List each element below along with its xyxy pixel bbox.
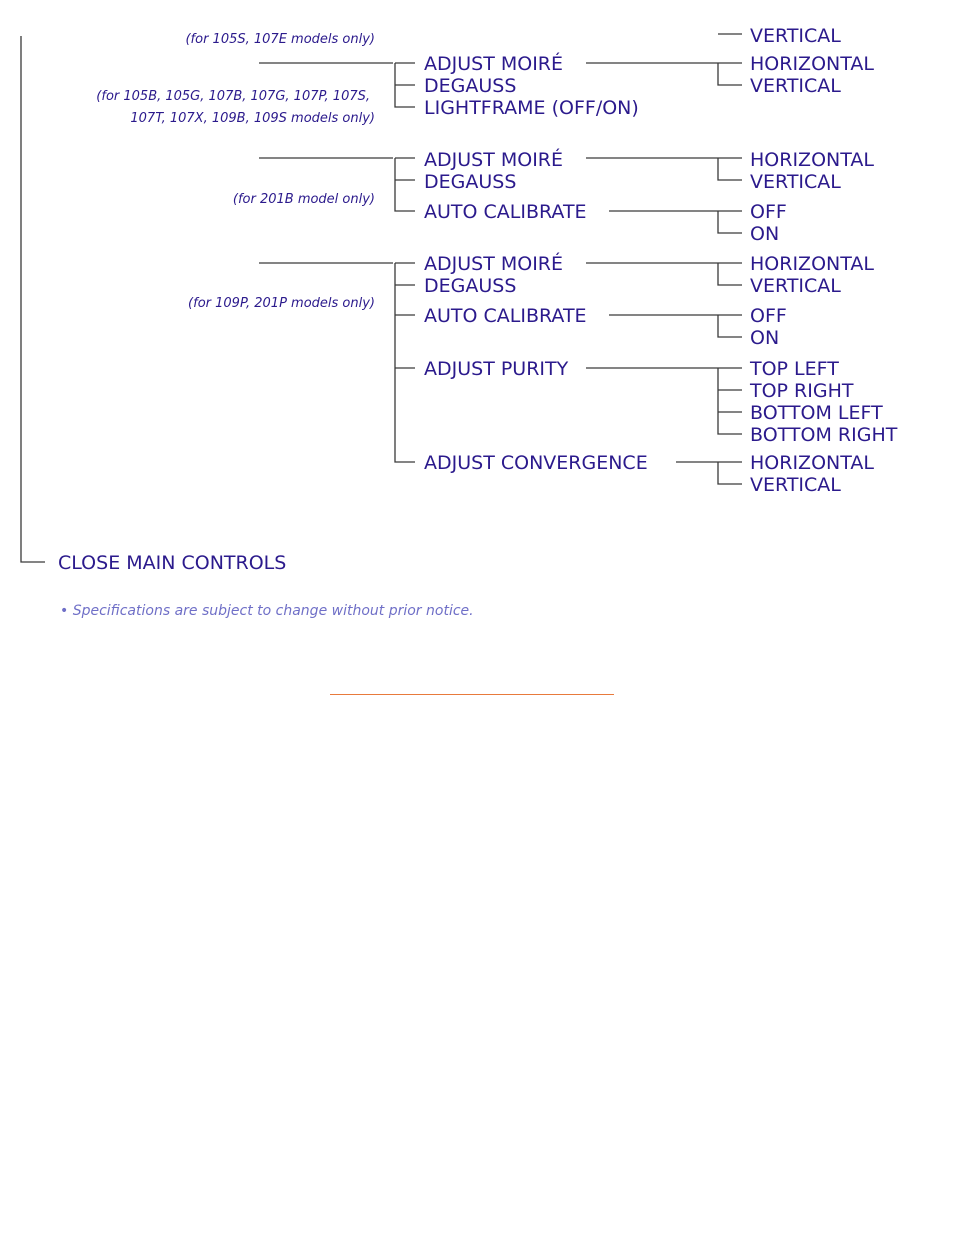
group-2-item-adjust-moire: ADJUST MOIRÉ <box>424 149 564 171</box>
close-main-controls-label: CLOSE MAIN CONTROLS <box>58 552 287 574</box>
group-3-moire-horizontal: HORIZONTAL <box>750 253 874 275</box>
group-3-convergence-connector <box>676 462 742 484</box>
bottom-rule-divider <box>330 694 614 695</box>
group-1-note-line-1: (for 105B, 105G, 107B, 107G, 107P, 107S, <box>96 89 370 104</box>
group-1-item-lightframe: LIGHTFRAME (OFF/ON) <box>424 97 639 119</box>
group-2-moire-connector <box>586 158 742 180</box>
group-3-moire-connector <box>586 263 742 285</box>
group-1-moire-connector <box>586 63 742 85</box>
group-3-moire-vertical: VERTICAL <box>750 275 841 297</box>
group-2-item-degauss: DEGAUSS <box>424 171 517 193</box>
group-1-note-line-2: 107T, 107X, 109B, 109S models only) <box>130 111 375 126</box>
group-1-moire-vertical: VERTICAL <box>750 75 841 97</box>
group-3-stem <box>395 263 415 462</box>
main-trunk-line <box>21 36 45 562</box>
group-3-calibrate-connector <box>609 315 742 337</box>
footnote: • Specifications are subject to change without prior notice. <box>60 603 474 619</box>
group-3-item-adjust-purity: ADJUST PURITY <box>424 358 569 380</box>
group-2-stem <box>395 158 415 211</box>
top-partial-note: (for 105S, 107E models only) <box>185 32 375 47</box>
group-3-convergence-vertical: VERTICAL <box>750 474 841 496</box>
group-3-convergence-horizontal: HORIZONTAL <box>750 452 874 474</box>
group-1-stem <box>395 63 415 107</box>
group-2-item-auto-calibrate: AUTO CALIBRATE <box>424 201 587 223</box>
group-2-moire-horizontal: HORIZONTAL <box>750 149 874 171</box>
group-3-item-degauss: DEGAUSS <box>424 275 517 297</box>
group-2-calibrate-on: ON <box>750 223 780 245</box>
group-3-item-adjust-moire: ADJUST MOIRÉ <box>424 253 564 275</box>
group-3-purity-bottom-right: BOTTOM RIGHT <box>750 424 898 446</box>
group-3-purity-top-right: TOP RIGHT <box>750 380 854 402</box>
group-3-calibrate-off: OFF <box>750 305 787 327</box>
group-1-item-degauss: DEGAUSS <box>424 75 517 97</box>
group-3-purity-connector <box>586 368 742 434</box>
group-3 <box>188 252 898 496</box>
group-2-calibrate-off: OFF <box>750 201 787 223</box>
group-2-calibrate-connector <box>609 211 742 233</box>
group-1-moire-horizontal: HORIZONTAL <box>750 53 874 75</box>
group-3-purity-top-left: TOP LEFT <box>750 358 839 380</box>
top-partial-item: VERTICAL <box>750 25 841 47</box>
group-1-item-adjust-moire: ADJUST MOIRÉ <box>424 53 564 75</box>
group-1 <box>96 52 874 126</box>
group-2-note: (for 201B model only) <box>232 192 375 207</box>
group-3-item-auto-calibrate: AUTO CALIBRATE <box>424 305 587 327</box>
group-3-note: (for 109P, 201P models only) <box>188 296 375 311</box>
group-3-calibrate-on: ON <box>750 327 780 349</box>
group-3-item-adjust-convergence: ADJUST CONVERGENCE <box>424 452 648 474</box>
group-2-moire-vertical: VERTICAL <box>750 171 841 193</box>
group-2 <box>233 148 874 245</box>
group-3-purity-bottom-left: BOTTOM LEFT <box>750 402 883 424</box>
